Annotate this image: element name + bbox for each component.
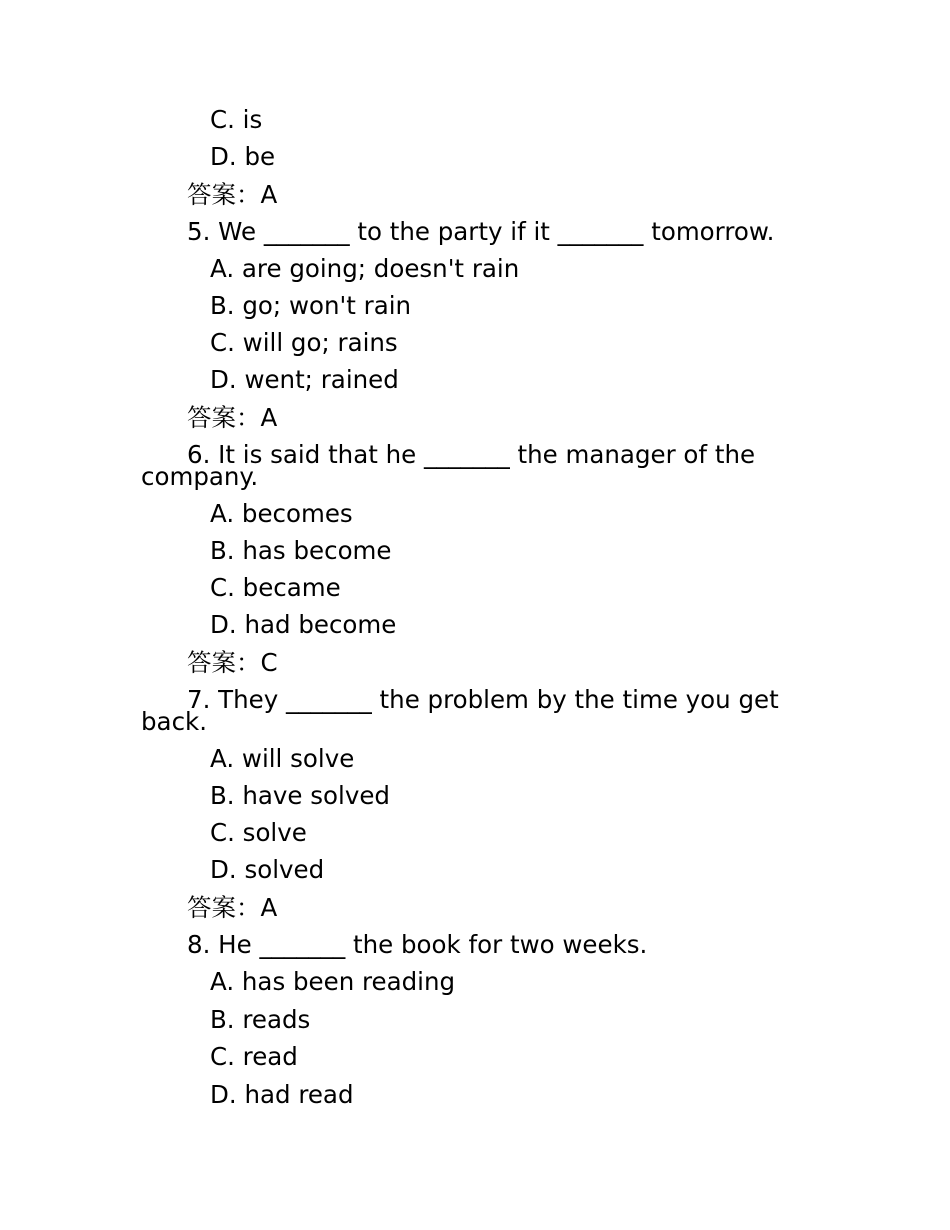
question-8: 8. He _______ the book for two weeks.: [187, 930, 648, 959]
option-c-q8: C. read: [210, 1042, 298, 1071]
question-7: 7. They _______ the problem by the time you get: [187, 685, 779, 714]
option-d-q7: D. solved: [210, 855, 325, 884]
option-b-q6: B. has become: [210, 536, 392, 565]
answer-q7: 答案：A: [187, 893, 278, 922]
option-a-q7: A. will solve: [210, 744, 355, 773]
option-c-q6: C. became: [210, 573, 341, 602]
answer-q6: 答案：C: [187, 648, 278, 677]
question-7-continuation: back.: [141, 707, 208, 736]
question-6: 6. It is said that he _______ the manager of the: [187, 440, 756, 469]
question-5: 5. We _______ to the party if it _______ tomorrow.: [187, 217, 775, 246]
question-6-continuation: company.: [141, 462, 259, 491]
option-a-q6: A. becomes: [210, 499, 353, 528]
option-b-q7: B. have solved: [210, 781, 390, 810]
option-a-q5: A. are going; doesn't rain: [210, 254, 520, 283]
option-a-q8: A. has been reading: [210, 967, 456, 996]
option-c-q5: C. will go; rains: [210, 328, 398, 357]
answer-q4: 答案：A: [187, 180, 278, 209]
option-b-q5: B. go; won't rain: [210, 291, 412, 320]
option-c-q7: C. solve: [210, 818, 307, 847]
option-c-q4: C. is: [210, 105, 263, 134]
option-b-q8: B. reads: [210, 1005, 311, 1034]
option-d-q4: D. be: [210, 142, 276, 171]
option-d-q5: D. went; rained: [210, 365, 399, 394]
answer-q5: 答案：A: [187, 403, 278, 432]
option-d-q6: D. had become: [210, 610, 397, 639]
option-d-q8: D. had read: [210, 1080, 354, 1109]
